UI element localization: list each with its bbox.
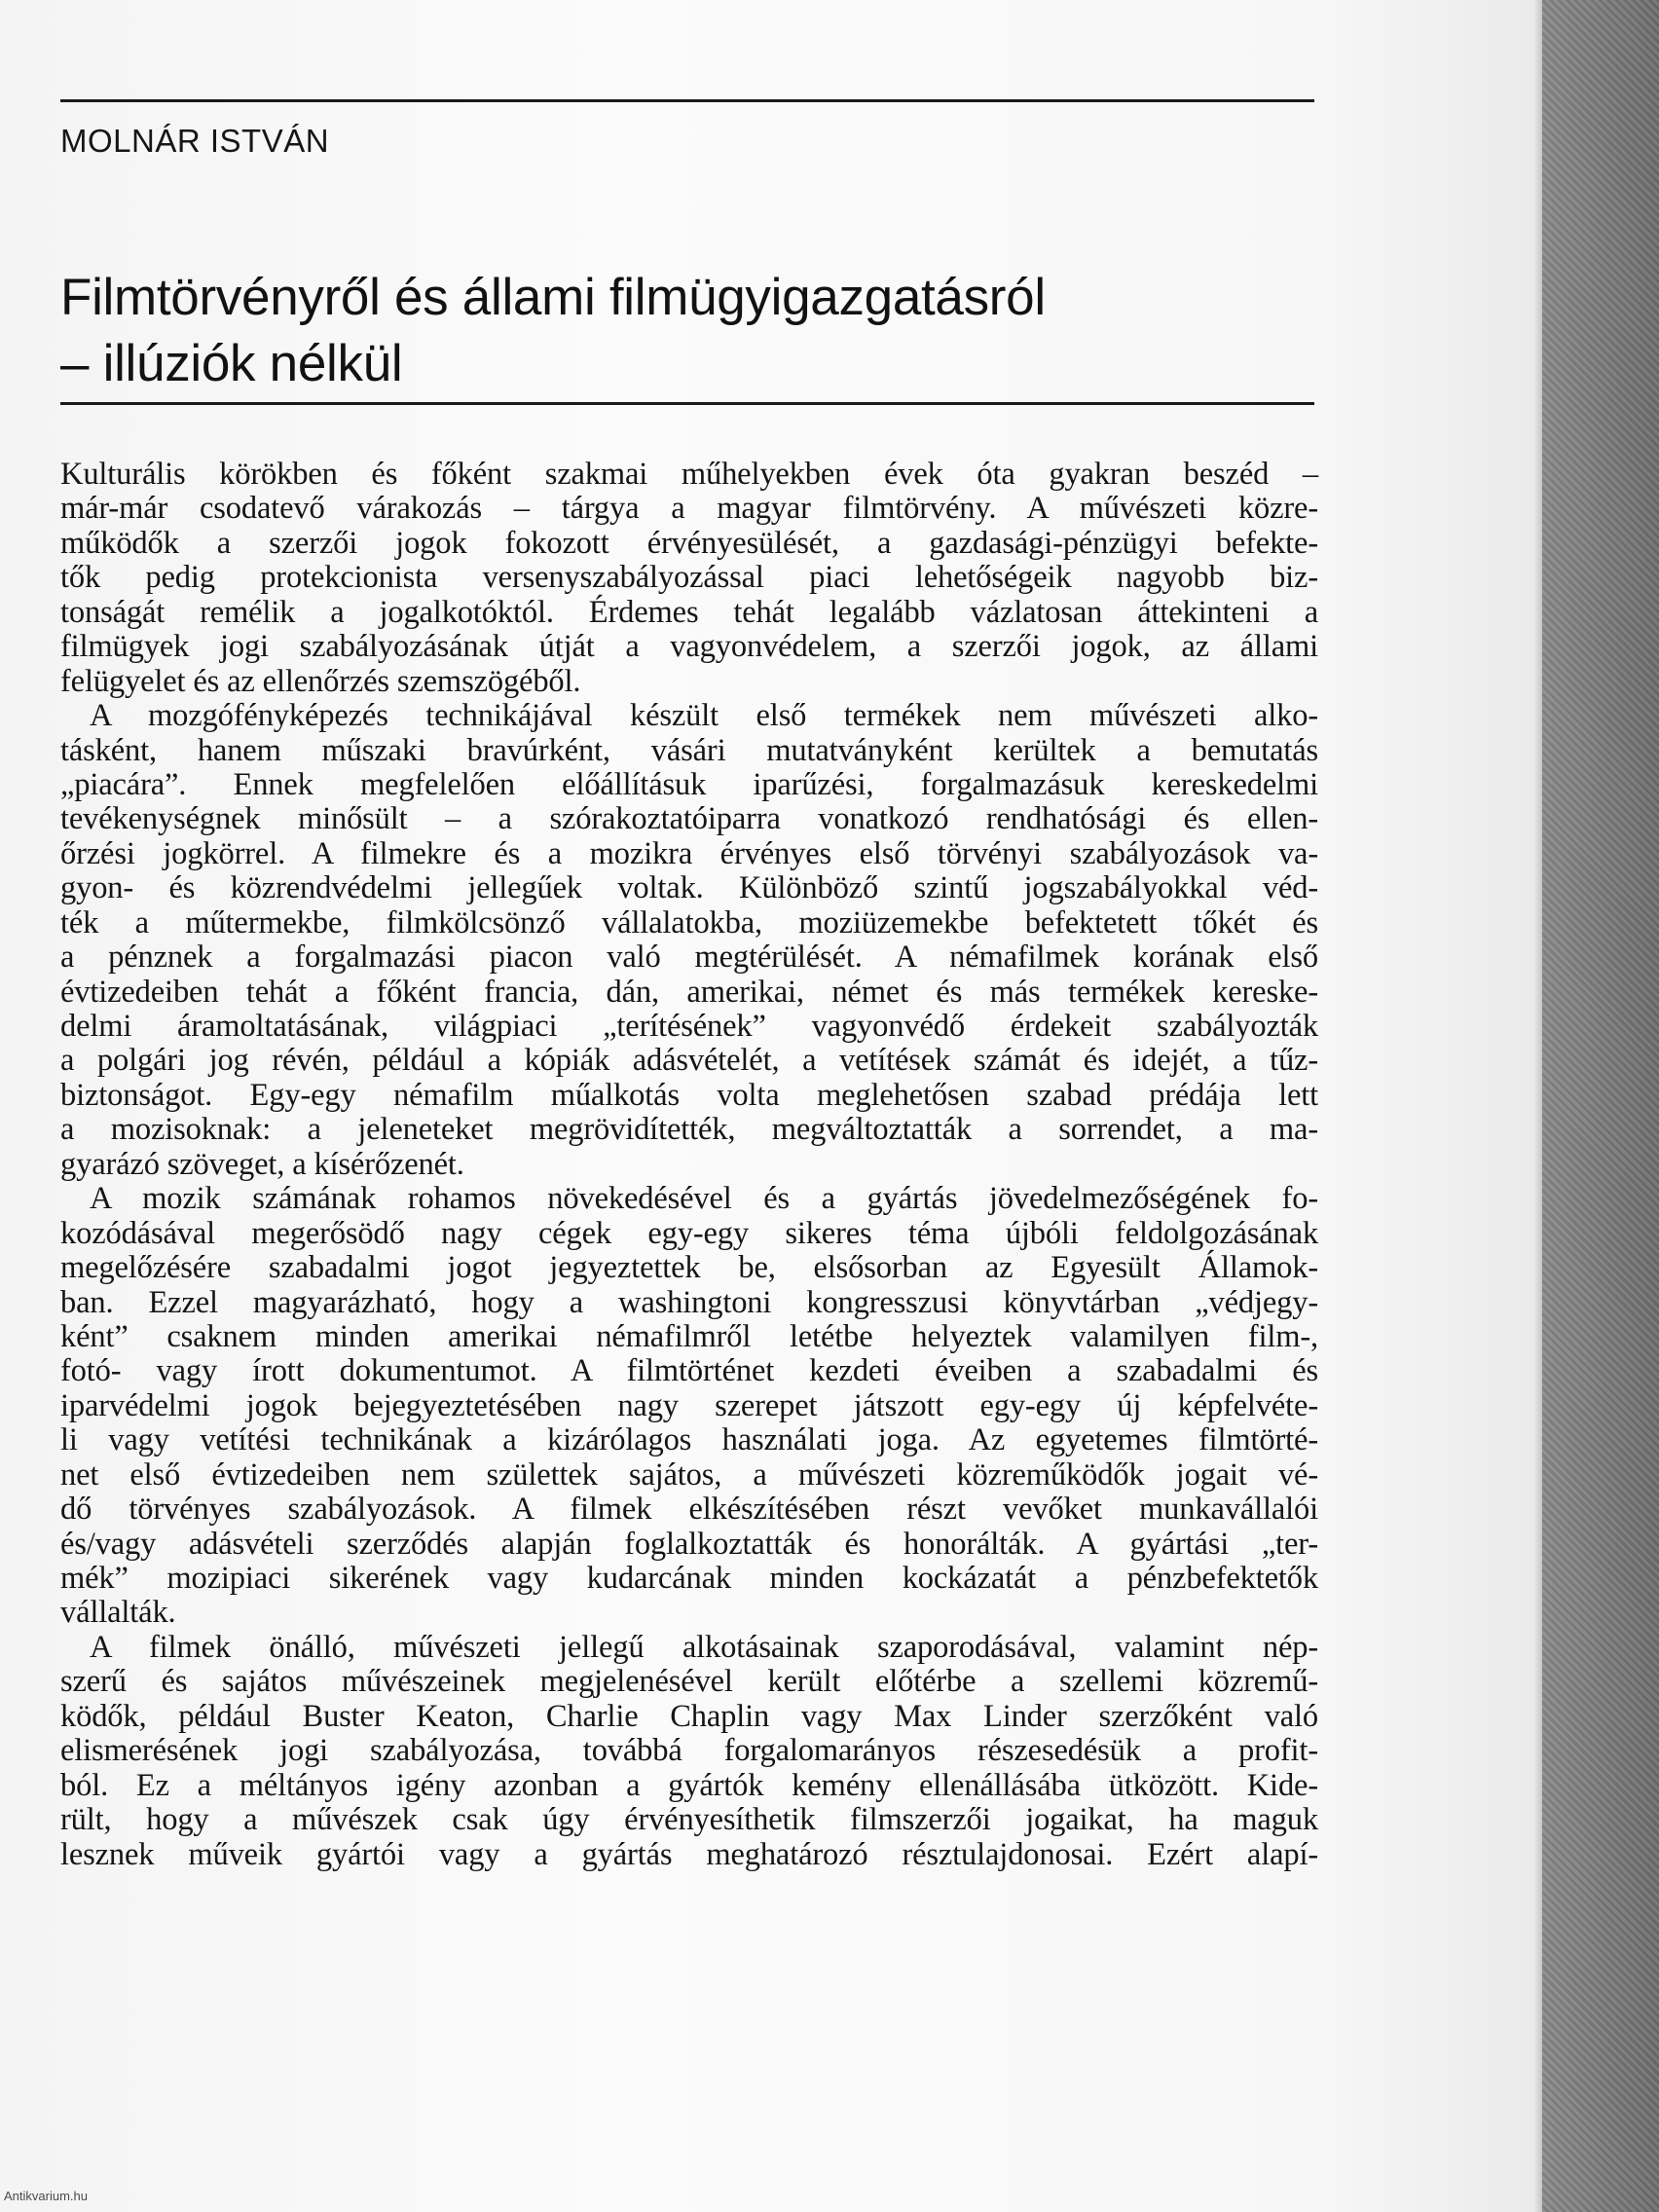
text-line: a mozisoknak: a jeleneteket megrövidítették, megváltoztatták a sorrendet, a ma- <box>60 1112 1318 1148</box>
article-title <box>60 265 1316 397</box>
background-surface <box>1542 0 1659 2212</box>
text-line: tők pedig protekcionista versenyszabályozással piaci lehetőségeik nagyobb biz- <box>60 560 1318 596</box>
text-line: a polgári jog révén, például a kópiák adásvételét, a vetítések számát és idejét, a tűz- <box>60 1043 1318 1079</box>
page-edge <box>1534 0 1542 2212</box>
paragraph <box>60 1631 1318 1872</box>
paragraph <box>60 1182 1318 1631</box>
text-line: gyon- és közrendvédelmi jellegűek voltak. Különböző szintű jogszabályokkal véd- <box>60 870 1318 906</box>
article-body <box>60 458 1318 1872</box>
header-rule <box>60 99 1314 102</box>
text-line: évtizedeiben tehát a főként francia, dán, amerikai, német és más termékek kereske- <box>60 974 1318 1010</box>
text-line: ködők, például Buster Keaton, Charlie Chaplin vagy Max Linder szerzőként való <box>60 1698 1318 1734</box>
text-line: tevékenységnek minősült – a szórakoztatóiparra vonatkozó rendhatósági és ellen- <box>60 801 1318 837</box>
text-line: filmügyek jogi szabályozásának útját a vagyonvédelem, a szerzői jogok, az állami <box>60 629 1318 665</box>
text-line: mék” mozipiaci sikerének vagy kudarcának minden kockázatát a pénzbefektetők <box>60 1561 1318 1596</box>
title-line: Filmtörvényről és állami filmügyigazgatásról <box>60 269 1046 326</box>
text-line: felügyelet és az ellenőrzés szemszögéből. <box>60 663 581 699</box>
text-line: működők a szerzői jogok fokozott érvényesülését, a gazdasági-pénzügyi befekte- <box>60 525 1318 561</box>
text-line: fotó- vagy írott dokumentumot. A filmtörténet kezdeti éveiben a szabadalmi és <box>60 1353 1318 1389</box>
text-line: A mozik számának rohamos növekedésével és a gyártás jövedelmezőségének fo- <box>90 1181 1318 1217</box>
text-line: delmi áramoltatásának, világpiaci „terítésének” vagyonvédő érdekeit szabályozták <box>60 1009 1318 1044</box>
text-line: szerű és sajátos művészeinek megjelenésével került előtérbe a szellemi közremű- <box>60 1664 1318 1700</box>
text-line: ték a műtermekbe, filmkölcsönző vállalatokba, moziüzemekbe befektetett tőkét és <box>60 904 1318 940</box>
text-line: ban. Ezzel magyarázható, hogy a washingtoni kongresszusi könyvtárban „védjegy- <box>60 1284 1318 1320</box>
text-line: Kulturális körökben és főként szakmai műhelyekben évek óta gyakran beszéd – <box>60 457 1318 492</box>
watermark-text: Antikvarium.hu <box>4 2189 88 2203</box>
text-line: már-már csodatevő várakozás – tárgya a magyar filmtörvény. A művészeti közre- <box>60 491 1318 527</box>
text-line: net első évtizedeiben nem születtek sajátos, a művészeti közreműködők jogait vé- <box>60 1456 1318 1493</box>
paragraph <box>60 458 1318 699</box>
text-line: iparvédelmi jogok bejegyeztetésében nagy szerepet játszott egy-egy új képfelvéte- <box>60 1387 1318 1423</box>
text-line: A mozgófényképezés technikájával készült első termékek nem művészeti alko- <box>90 698 1318 734</box>
text-line: tonságát remélik a jogalkotóktól. Érdemes tehát legalább vázlatosan áttekinteni a <box>60 594 1318 630</box>
text-line: biztonságot. Egy-egy némafilm műalkotás volta meglehetősen szabad prédája lett <box>60 1077 1318 1113</box>
running-head-author: MOLNÁR ISTVÁN <box>60 123 330 159</box>
text-line: „piacára”. Ennek megfelelően előállításuk iparűzési, forgalmazásuk kereskedelmi <box>60 766 1318 802</box>
text-line: kozódásával megerősödő nagy cégek egy-egy sikeres téma újbóli feldolgozásának <box>60 1215 1318 1251</box>
text-line: ból. Ez a méltányos igény azonban a gyártók kemény ellenállásába ütközött. Kide- <box>60 1767 1318 1803</box>
text-line: a pénznek a forgalmazási piacon való megtérülését. A némafilmek korának első <box>60 940 1318 976</box>
text-line: li vagy vetítési technikának a kizárólagos használati joga. Az egyetemes filmtörté- <box>60 1422 1318 1458</box>
text-line: gyarázó szöveget, a kísérőzenét. <box>60 1146 464 1182</box>
text-line: elismerésének jogi szabályozása, továbbá forgalomarányos részesedésük a profit- <box>60 1733 1318 1769</box>
text-line: és/vagy adásvételi szerződés alapján foglalkoztatták és honorálták. A gyártási „ter- <box>60 1526 1318 1562</box>
text-line: dő törvényes szabályozások. A filmek elkészítésében részt vevőket munkavállalói <box>60 1492 1318 1528</box>
text-line: vállalták. <box>60 1595 176 1631</box>
text-line: tásként, hanem műszaki bravúrként, vásári mutatványként kerültek a bemutatás <box>60 732 1318 768</box>
text-line: A filmek önálló, művészeti jellegű alkotásainak szaporodásával, valamint nép- <box>90 1629 1318 1665</box>
title-rule <box>60 402 1314 405</box>
text-line: rült, hogy a művészek csak úgy érvényesíthetik filmszerzői jogaikat, ha maguk <box>60 1802 1318 1838</box>
text-line: őrzési jogkörrel. A filmekre és a mozikra érvényes első törvényi szabályozások va- <box>60 835 1318 871</box>
text-line: ként” csaknem minden amerikai némafilmről letétbe helyeztek valamilyen film-, <box>60 1318 1318 1354</box>
text-line: megelőzésére szabadalmi jogot jegyeztettek be, elsősorban az Egyesült Államok- <box>60 1250 1318 1286</box>
title-line: – illúziók nélkül <box>60 335 403 392</box>
paragraph <box>60 699 1318 1182</box>
text-line: lesznek műveik gyártói vagy a gyártás meghatározó résztulajdonosai. Ezért alapí- <box>60 1836 1318 1872</box>
